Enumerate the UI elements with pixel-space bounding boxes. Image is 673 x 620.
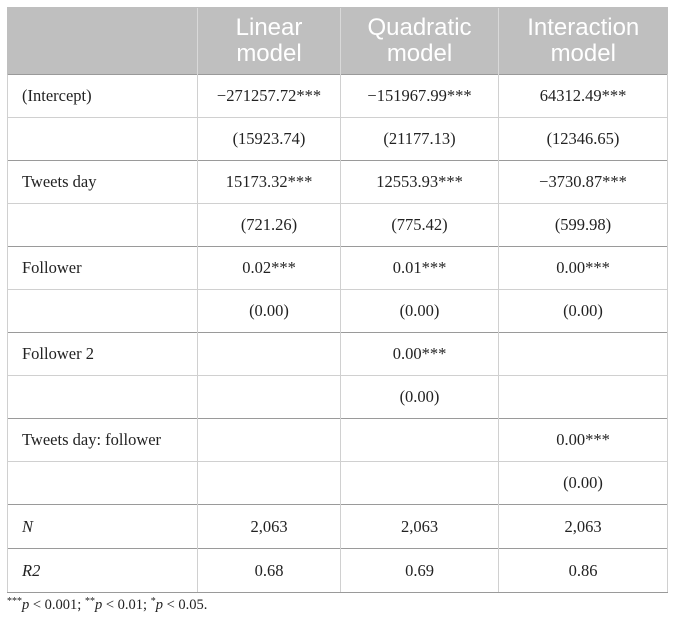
header-interaction-line2: model bbox=[550, 40, 616, 67]
regression-table-container bbox=[7, 7, 667, 593]
table-row-intercept-se bbox=[8, 118, 668, 161]
row-label: Follower 2 bbox=[8, 333, 198, 376]
se-cell: (12346.65) bbox=[499, 118, 668, 161]
coef-cell: −3730.87*** bbox=[499, 161, 668, 204]
header-interaction-line1: Interaction bbox=[527, 14, 640, 41]
row-label-empty bbox=[8, 290, 198, 333]
se-cell bbox=[341, 462, 499, 505]
coef-cell: 12553.93*** bbox=[341, 161, 499, 204]
se-cell: (0.00) bbox=[341, 376, 499, 419]
table-row-r2 bbox=[8, 549, 668, 593]
header-linear-line1: Linear bbox=[235, 14, 303, 41]
table-row-follower-2 bbox=[8, 333, 668, 376]
stat-cell: 0.68 bbox=[198, 549, 341, 593]
row-label: Tweets day bbox=[8, 161, 198, 204]
row-label-empty bbox=[8, 462, 198, 505]
regression-table bbox=[7, 7, 668, 593]
se-cell: (15923.74) bbox=[198, 118, 341, 161]
stat-cell: 2,063 bbox=[499, 505, 668, 549]
stat-cell: 2,063 bbox=[198, 505, 341, 549]
table-row-tweets-day-se bbox=[8, 204, 668, 247]
row-label: Tweets day: follower bbox=[8, 419, 198, 462]
footnote-text-1: < 0.001; bbox=[29, 597, 85, 613]
row-label-empty bbox=[8, 118, 198, 161]
header-linear-model bbox=[198, 8, 341, 75]
header-quadratic-line2: model bbox=[386, 40, 453, 67]
se-cell: (0.00) bbox=[499, 462, 668, 505]
footnote-stars-2: ** bbox=[84, 596, 95, 607]
table-row-follower-se bbox=[8, 290, 668, 333]
coef-cell: −271257.72*** bbox=[198, 75, 341, 118]
row-label-empty bbox=[8, 376, 198, 419]
table-row-tweets-day-follower bbox=[8, 419, 668, 462]
coef-cell: 64312.49*** bbox=[499, 75, 668, 118]
se-cell bbox=[198, 376, 341, 419]
table-row-n bbox=[8, 505, 668, 549]
coef-cell: 0.02*** bbox=[198, 247, 341, 290]
footnote-text-3: < 0.05. bbox=[162, 597, 208, 613]
table-row-tweets-day-follower-se bbox=[8, 462, 668, 505]
coef-cell bbox=[499, 333, 668, 376]
significance-footnote bbox=[7, 596, 207, 614]
coef-cell bbox=[341, 419, 499, 462]
header-quadratic-line1: Quadratic bbox=[367, 14, 472, 41]
se-cell: (21177.13) bbox=[341, 118, 499, 161]
header-quadratic-model bbox=[341, 8, 499, 75]
se-cell bbox=[499, 376, 668, 419]
row-label: R2 bbox=[8, 549, 198, 593]
table-row-follower bbox=[8, 247, 668, 290]
table-row-intercept bbox=[8, 75, 668, 118]
footnote-p-3: p bbox=[155, 597, 163, 613]
row-label: N bbox=[8, 505, 198, 549]
stat-cell: 0.86 bbox=[499, 549, 668, 593]
se-cell: (775.42) bbox=[341, 204, 499, 247]
se-cell: (721.26) bbox=[198, 204, 341, 247]
footnote-p-2: p bbox=[94, 597, 103, 613]
coef-cell bbox=[198, 419, 341, 462]
coef-cell: 0.01*** bbox=[341, 247, 499, 290]
header-interaction-model bbox=[499, 8, 668, 75]
table-header-row bbox=[8, 8, 668, 75]
row-label-empty bbox=[8, 204, 198, 247]
header-empty-cell bbox=[8, 8, 198, 75]
footnote-text-2: < 0.01; bbox=[102, 597, 151, 613]
coef-cell: 0.00*** bbox=[499, 247, 668, 290]
se-cell: (0.00) bbox=[198, 290, 341, 333]
coef-cell: −151967.99*** bbox=[341, 75, 499, 118]
stat-cell: 0.69 bbox=[341, 549, 499, 593]
stat-cell: 2,063 bbox=[341, 505, 499, 549]
table-row-tweets-day bbox=[8, 161, 668, 204]
row-label: (Intercept) bbox=[8, 75, 198, 118]
se-cell: (0.00) bbox=[499, 290, 668, 333]
table-row-follower-2-se bbox=[8, 376, 668, 419]
footnote-stars-3: * bbox=[150, 596, 156, 607]
se-cell: (599.98) bbox=[499, 204, 668, 247]
coef-cell: 0.00*** bbox=[499, 419, 668, 462]
footnote-stars-1: *** bbox=[7, 596, 22, 607]
coef-cell: 15173.32*** bbox=[198, 161, 341, 204]
se-cell bbox=[198, 462, 341, 505]
row-label: Follower bbox=[8, 247, 198, 290]
footnote-p-1: p bbox=[22, 597, 30, 613]
se-cell: (0.00) bbox=[341, 290, 499, 333]
coef-cell bbox=[198, 333, 341, 376]
coef-cell: 0.00*** bbox=[341, 333, 499, 376]
header-linear-line2: model bbox=[236, 40, 302, 67]
